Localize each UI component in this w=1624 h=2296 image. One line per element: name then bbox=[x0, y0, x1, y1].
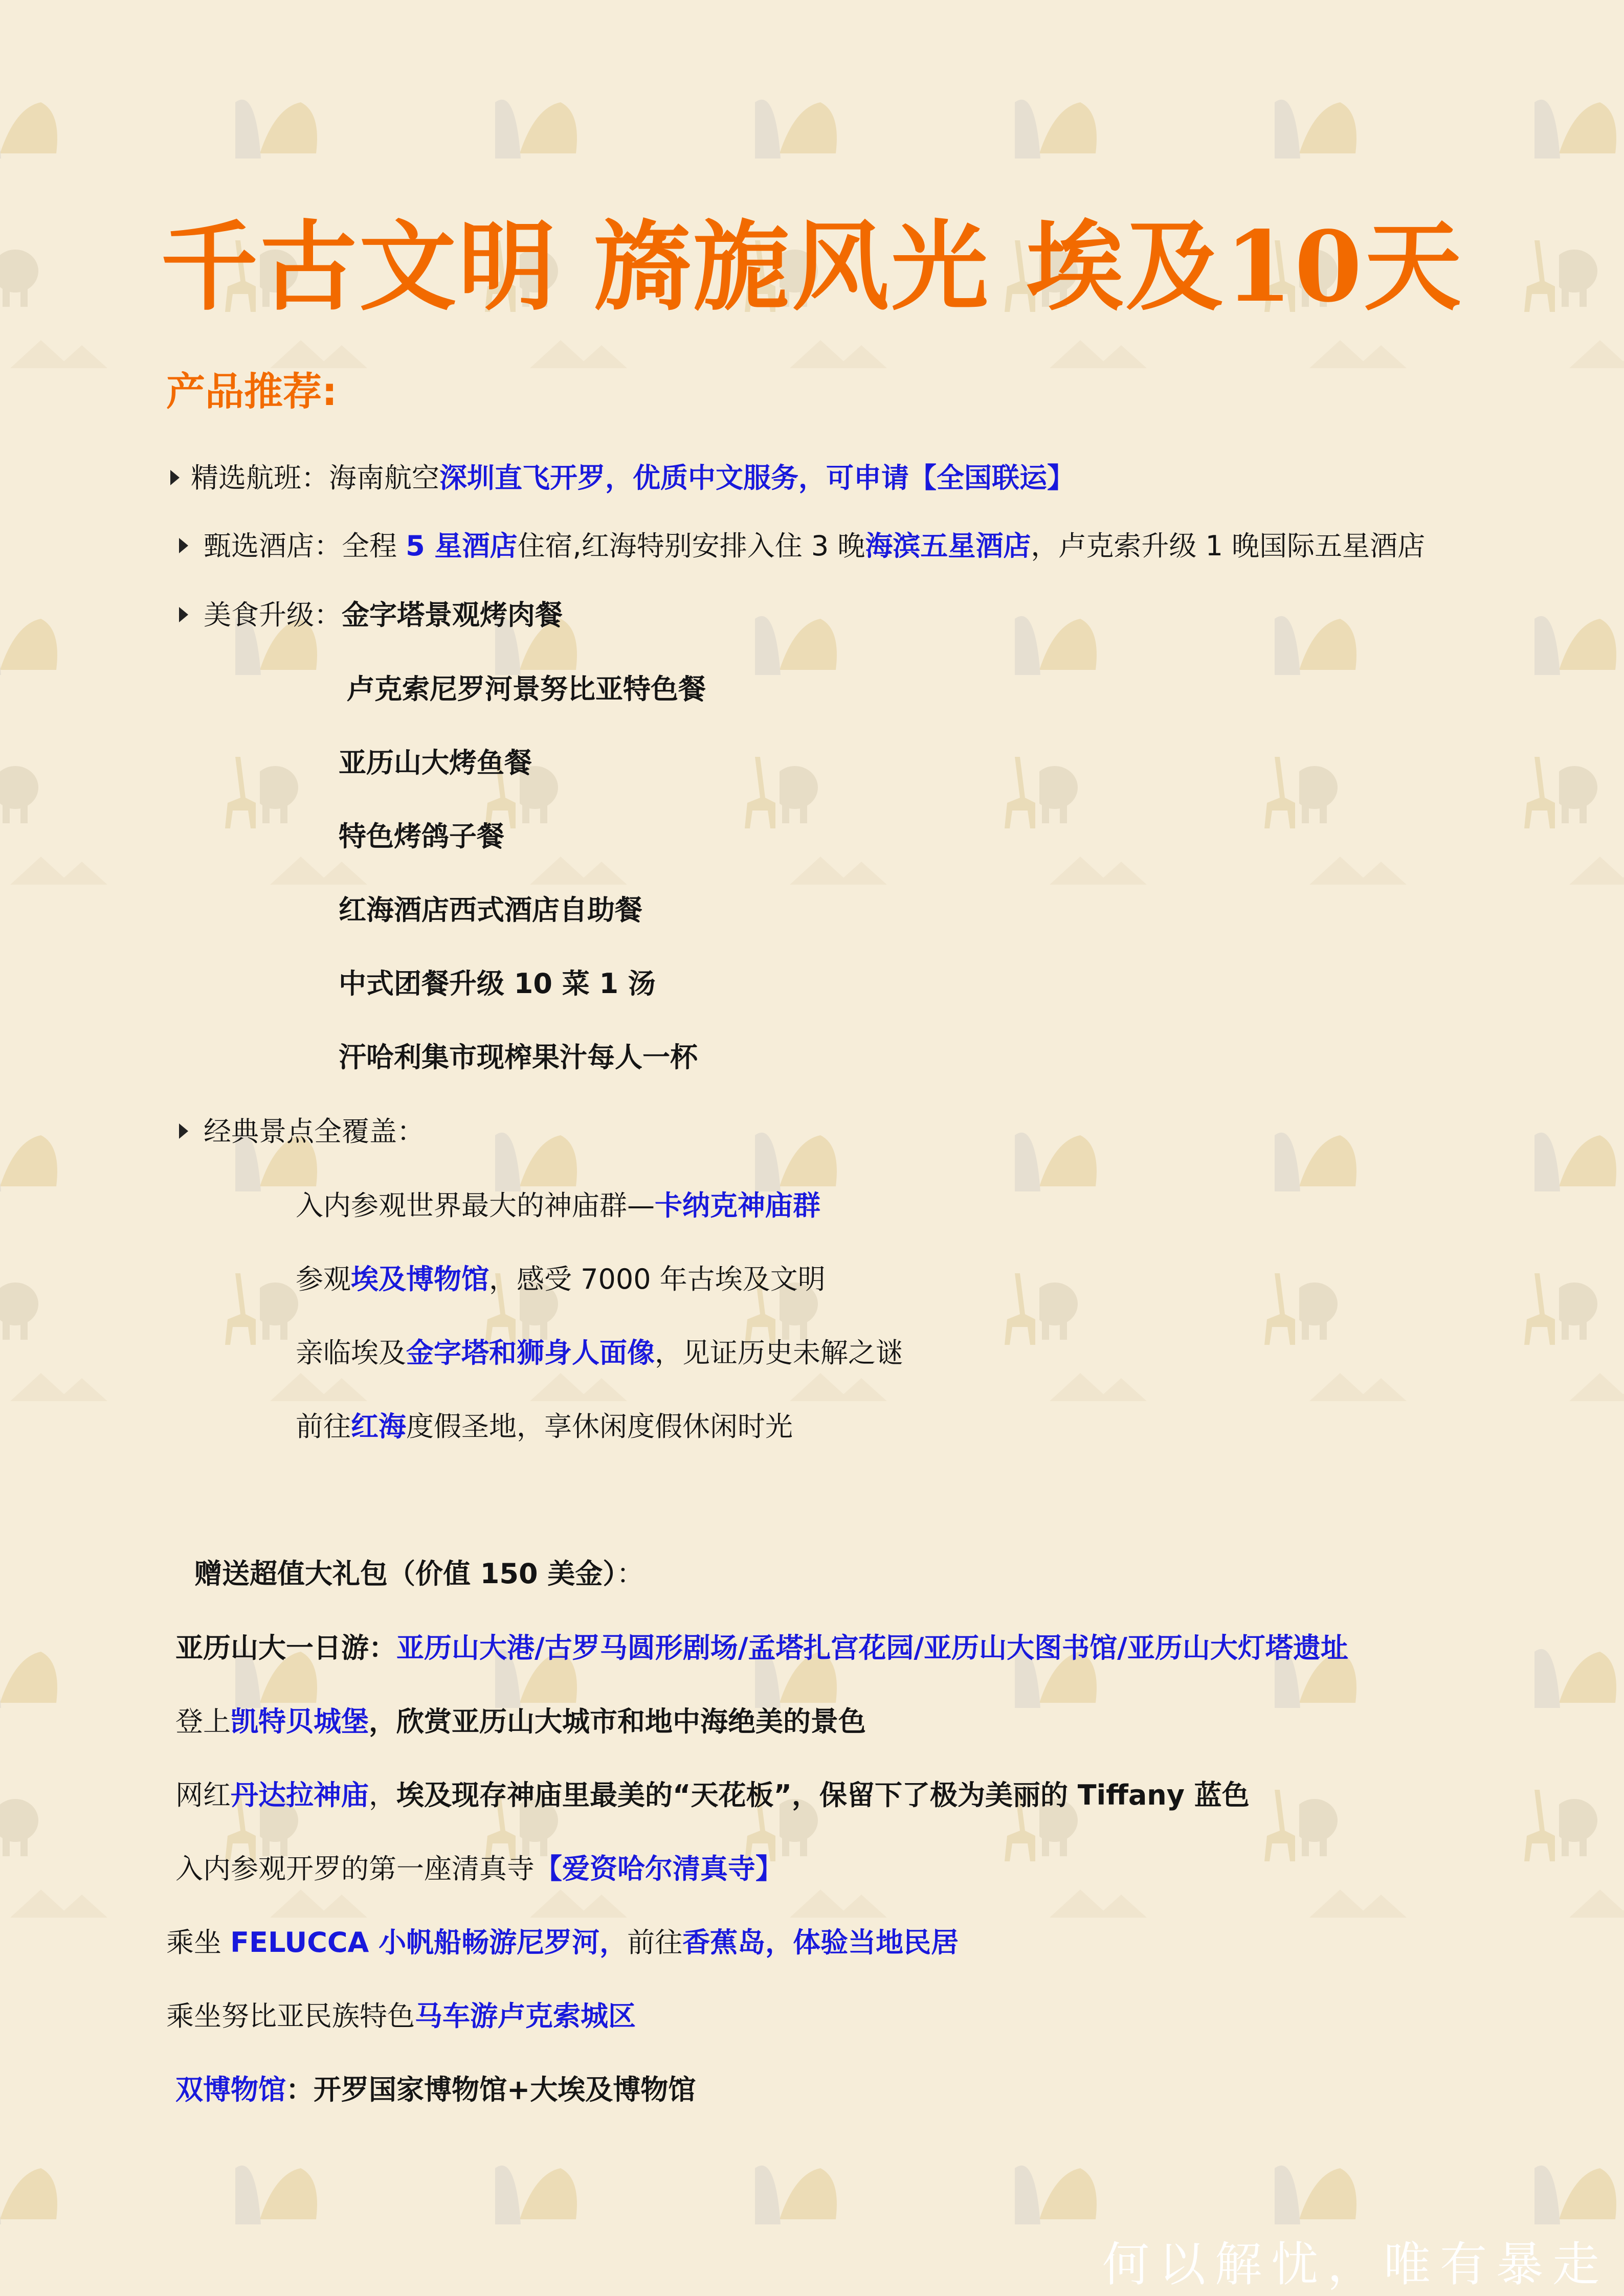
sight-item-museum bbox=[296, 1262, 826, 1297]
sight-text: ，感受 7000 年古埃及文明 bbox=[489, 1263, 826, 1295]
sights-line bbox=[179, 1114, 425, 1150]
gift-highlight: 凯特贝城堡 bbox=[231, 1705, 369, 1738]
bullet-triangle-icon bbox=[179, 538, 188, 553]
gift-heading-text: 赠送超值大礼包（价值 150 美金） bbox=[194, 1558, 617, 1590]
sight-text: 亲临埃及 bbox=[296, 1337, 406, 1369]
hotel-highlight-seaside: 海滨五星酒店 bbox=[865, 530, 1031, 562]
bullet-triangle-icon bbox=[170, 470, 180, 485]
food-label: 美食升级： bbox=[204, 599, 342, 631]
sight-highlight: 红海 bbox=[351, 1410, 406, 1443]
bullet-triangle-icon bbox=[179, 607, 188, 622]
flight-highlight: 深圳直飞开罗，优质中文服务，可申请【全国联运】 bbox=[439, 462, 1075, 494]
sight-text: ，见证历史未解之谜 bbox=[655, 1337, 903, 1369]
sight-text: 入内参观世界最大的神庙群— bbox=[296, 1189, 655, 1222]
hotel-highlight-five-star: 5 星酒店 bbox=[406, 530, 518, 562]
sight-text: 参观 bbox=[296, 1263, 351, 1295]
gift-highlight: 马车游卢克索城区 bbox=[415, 2000, 636, 2032]
gift-alexandria-line bbox=[175, 1630, 1348, 1666]
gift-highlight: 香蕉岛，体验当地民居 bbox=[682, 1926, 959, 1959]
sight-item-pyramids bbox=[296, 1335, 903, 1371]
gift-text: 入内参观开罗的第一座清真寺 bbox=[175, 1853, 535, 1885]
food-item: 特色烤鸽子餐 bbox=[339, 820, 504, 852]
food-item: 卢克索尼罗河景努比亚特色餐 bbox=[347, 673, 706, 705]
gift-text: 乘坐努比亚民族特色 bbox=[166, 2000, 415, 2032]
gift-felucca-line bbox=[166, 1925, 959, 1961]
gift-museum-line bbox=[175, 2072, 696, 2108]
watermark-signature: 何以解忧，唯有暴走 bbox=[1102, 2237, 1609, 2292]
food-item: 中式团餐升级 10 菜 1 汤 bbox=[339, 967, 656, 1000]
gift-citadel-line bbox=[175, 1704, 866, 1740]
gift-heading bbox=[194, 1556, 644, 1592]
gift-highlight: 亚历山大港/古罗马圆形剧场/孟塔扎宫花园/亚历山大图书馆/亚历山大灯塔遗址 bbox=[396, 1632, 1348, 1664]
sight-item-karnak bbox=[296, 1188, 820, 1224]
sight-item-redsea bbox=[296, 1409, 793, 1445]
gift-carriage-line bbox=[166, 1998, 636, 2034]
gift-text: 前往 bbox=[627, 1926, 683, 1959]
gift-text: 登上 bbox=[175, 1705, 231, 1738]
hotel-mid: 住宿,红海特别安排入住 3 晚 bbox=[517, 530, 865, 562]
gift-text: 网红 bbox=[175, 1779, 231, 1811]
food-item: 亚历山大烤鱼餐 bbox=[339, 747, 532, 779]
hotel-label: 甄选酒店：全程 bbox=[204, 530, 406, 562]
gift-highlight: 【爱资哈尔清真寺】 bbox=[535, 1853, 783, 1885]
gift-label: 亚历山大一日游： bbox=[175, 1632, 396, 1664]
gift-text: ：开罗国家博物馆+大埃及博物馆 bbox=[286, 2074, 696, 2106]
gift-highlight: 丹达拉神庙 bbox=[231, 1779, 369, 1811]
sight-highlight: 埃及博物馆 bbox=[351, 1263, 489, 1295]
sight-text: 度假圣地，享休闲度假休闲时光 bbox=[406, 1410, 793, 1443]
sight-highlight: 金字塔和狮身人面像 bbox=[406, 1337, 655, 1369]
section-heading-recommend: 产品推荐: bbox=[166, 369, 338, 414]
flight-line bbox=[170, 460, 1075, 496]
hotel-line bbox=[179, 528, 1425, 564]
food-line bbox=[179, 597, 563, 633]
food-item: 金字塔景观烤肉餐 bbox=[342, 599, 563, 631]
page-title: 千古文明 旖旎风光 埃及10天 bbox=[161, 210, 1463, 324]
food-item: 红海酒店西式酒店自助餐 bbox=[339, 894, 642, 926]
gift-dendera-line bbox=[175, 1777, 1250, 1813]
sights-label: 经典景点全覆盖： bbox=[204, 1115, 425, 1147]
gift-text: 乘坐 bbox=[166, 1926, 231, 1959]
flight-label: 精选航班：海南航空 bbox=[191, 462, 439, 494]
gift-mosque-line bbox=[175, 1851, 783, 1887]
gift-heading-colon: ： bbox=[616, 1558, 644, 1590]
gift-highlight: FELUCCA 小帆船畅游尼罗河， bbox=[230, 1926, 628, 1959]
sight-text: 前往 bbox=[296, 1410, 351, 1443]
gift-text: 埃及现存神庙里最美的“天花板”，保留下了极为美丽的 Tiffany 蓝色 bbox=[396, 1779, 1250, 1811]
hotel-tail: ，卢克索升级 1 晚国际五星酒店 bbox=[1031, 530, 1426, 562]
gift-text: ， bbox=[369, 1779, 396, 1811]
gift-text: ，欣赏亚历山大城市和地中海绝美的景色 bbox=[369, 1705, 866, 1738]
sight-highlight: 卡纳克神庙群 bbox=[655, 1189, 820, 1222]
food-item: 汗哈利集市现榨果汁每人一杯 bbox=[339, 1041, 698, 1073]
gift-highlight: 双博物馆 bbox=[175, 2074, 286, 2106]
bullet-triangle-icon bbox=[179, 1123, 188, 1139]
